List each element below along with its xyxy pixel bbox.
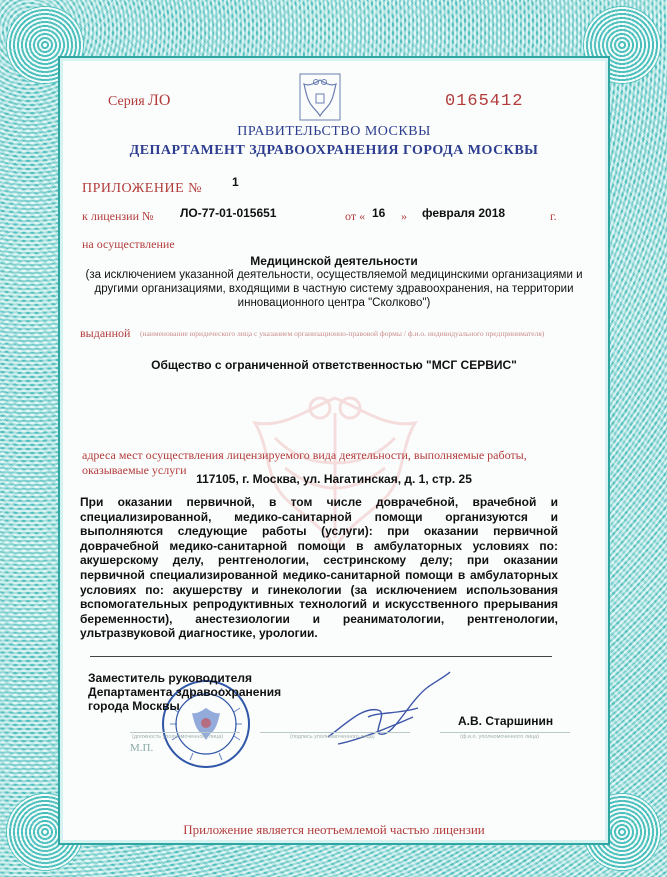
date-from-label: от « bbox=[345, 209, 366, 223]
position-caption: (должность уполномоченного лица) bbox=[132, 734, 224, 740]
divider bbox=[90, 656, 552, 657]
appendix-number: 1 bbox=[232, 175, 239, 189]
footer-note: Приложение является неотъемлемой частью лицензии bbox=[183, 822, 485, 837]
year-suffix: г. bbox=[550, 209, 557, 223]
address-value: 117105, г. Москва, ул. Нагатинская, д. 1, стр. 25 bbox=[196, 472, 472, 486]
signer-position: Заместитель руководителя Департамента здравоохранения города Москвы bbox=[88, 671, 282, 713]
form-number: 0165412 bbox=[445, 92, 524, 111]
activity-title: Медицинской деятельности bbox=[250, 254, 418, 268]
signature-caption: (подпись уполномоченного лица) bbox=[290, 734, 375, 740]
signature-line bbox=[260, 732, 410, 733]
issued-hint: (наименование юридического лица с указанием организационно-правовой формы / ф.и.о. индивидуального предпринимателя) bbox=[140, 329, 545, 338]
seal-placeholder: М.П. bbox=[130, 742, 154, 754]
date-quote-close: » bbox=[401, 209, 407, 223]
license-day: 16 bbox=[372, 206, 386, 220]
activity-description: (за исключением указанной деятельности, осуществляемой медицинскими организациями и другими организациями, входящими в частную систему здравоохранения, на территории инновационного центра "Сколково") bbox=[85, 269, 583, 309]
series-label: Серия bbox=[108, 94, 145, 109]
activity-label: на осуществление bbox=[82, 237, 175, 251]
series-value: ЛО bbox=[148, 92, 171, 109]
signer-name: А.В. Старшинин bbox=[458, 714, 554, 728]
appendix-label: ПРИЛОЖЕНИЕ № bbox=[82, 181, 202, 196]
signature-line bbox=[440, 732, 570, 733]
department-title: ДЕПАРТАМЕНТ ЗДРАВООХРАНЕНИЯ ГОРОДА МОСКВЫ bbox=[129, 143, 539, 158]
document-body bbox=[58, 56, 610, 845]
name-caption: (ф.и.о. уполномоченного лица) bbox=[460, 734, 540, 740]
issued-label: выданной bbox=[80, 326, 131, 340]
services-text: При оказании первичной, в том числе доврачебной, врачебной и специализированной, медико-санитарной помощи организуются и выполняются следующие работы (услуги): при оказании первичной доврачебной медико-санитарной помощи в амбулаторных условиях по: акушерскому делу, рентгенологии, сестринскому делу; при оказании первичной специализированной медико-санитарной помощи в амбулаторных условиях по: акушерству и гинекологии (за исключением использования вспомогательных репродуктивных технологий и искусственного прерывания беременности), анестезиологии и реаниматологии, рентгенологии, ультразвуковой диагностике, урологии. bbox=[80, 495, 558, 641]
signature-line bbox=[130, 732, 240, 733]
license-number: ЛО-77-01-015651 bbox=[180, 206, 277, 220]
license-month-year: февраля 2018 bbox=[422, 206, 506, 220]
license-label: к лицензии № bbox=[82, 209, 154, 223]
address-label: адреса мест осуществления лицензируемого вида деятельности, выполняемые работы, оказываемые услуги bbox=[82, 448, 527, 477]
government-title: ПРАВИТЕЛЬСТВО МОСКВЫ bbox=[237, 124, 431, 139]
coat-of-arms-icon bbox=[298, 72, 342, 122]
organization-name: Общество с ограниченной ответственностью "МСГ СЕРВИС" bbox=[151, 358, 517, 372]
